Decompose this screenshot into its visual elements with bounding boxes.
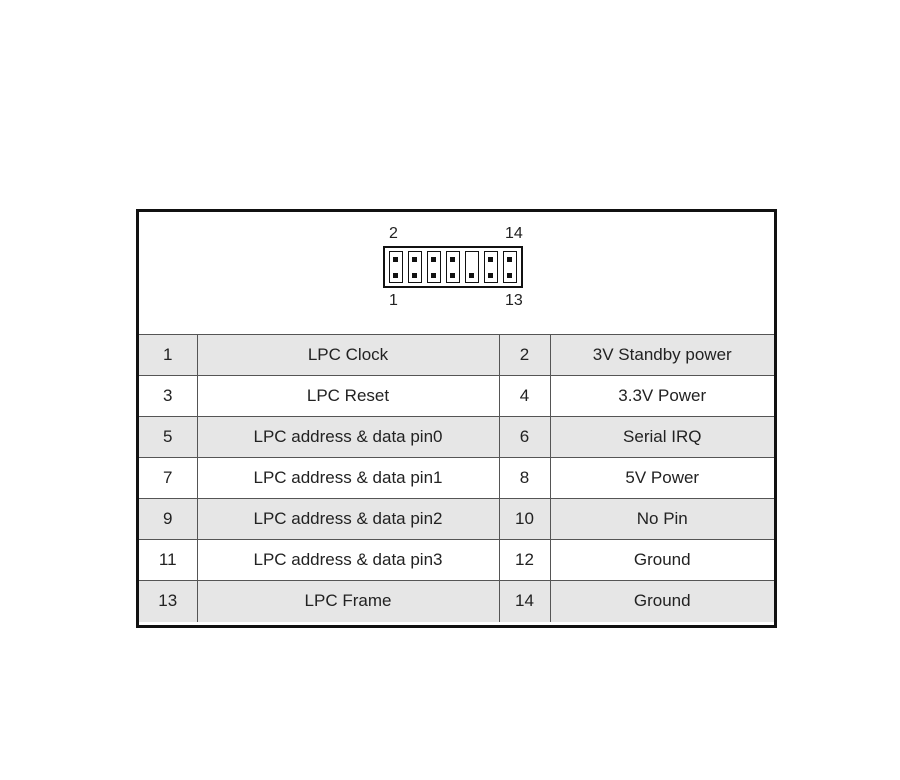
pin-number-cell: 10 xyxy=(499,499,550,540)
pin-14 xyxy=(507,257,512,262)
label-pin-2: 2 xyxy=(389,225,398,242)
signal-cell: LPC address & data pin0 xyxy=(197,417,499,458)
connector-header xyxy=(383,246,523,288)
pin-slot xyxy=(389,251,403,283)
signal-cell: LPC Reset xyxy=(197,376,499,417)
pin-number-cell: 3 xyxy=(139,376,197,417)
signal-cell: LPC address & data pin3 xyxy=(197,540,499,581)
pin-number-cell: 7 xyxy=(139,458,197,499)
label-pin-13: 13 xyxy=(505,292,523,309)
pin-number-cell: 14 xyxy=(499,581,550,622)
pin-slot xyxy=(427,251,441,283)
table-row xyxy=(139,499,774,540)
signal-cell: LPC Frame xyxy=(197,581,499,622)
pin-7 xyxy=(450,273,455,278)
pin-6 xyxy=(431,257,436,262)
pin-9 xyxy=(469,273,474,278)
pin-2 xyxy=(393,257,398,262)
pin-number-cell: 11 xyxy=(139,540,197,581)
signal-cell: LPC address & data pin2 xyxy=(197,499,499,540)
pin-slot xyxy=(484,251,498,283)
pin-slot xyxy=(446,251,460,283)
pin-number-cell: 5 xyxy=(139,417,197,458)
pin-8 xyxy=(450,257,455,262)
pin-number-cell: 9 xyxy=(139,499,197,540)
pin-5 xyxy=(431,273,436,278)
signal-cell: 3.3V Power xyxy=(550,376,774,417)
pin-number-cell: 2 xyxy=(499,335,550,376)
signal-cell: LPC address & data pin1 xyxy=(197,458,499,499)
pin-3 xyxy=(412,273,417,278)
pin-number-cell: 4 xyxy=(499,376,550,417)
label-pin-1: 1 xyxy=(389,292,398,309)
pin-13 xyxy=(507,273,512,278)
pinout-table xyxy=(139,334,774,622)
pinout-panel xyxy=(136,209,777,628)
pin-number-cell: 6 xyxy=(499,417,550,458)
pin-slot xyxy=(408,251,422,283)
pin-number-cell: 1 xyxy=(139,335,197,376)
table-row xyxy=(139,581,774,622)
label-pin-14: 14 xyxy=(505,225,523,242)
pin-number-cell: 8 xyxy=(499,458,550,499)
table-row xyxy=(139,458,774,499)
signal-cell: 3V Standby power xyxy=(550,335,774,376)
table-row xyxy=(139,417,774,458)
signal-cell: Serial IRQ xyxy=(550,417,774,458)
signal-cell: Ground xyxy=(550,540,774,581)
pin-slot xyxy=(465,251,479,283)
table-row xyxy=(139,540,774,581)
pin-11 xyxy=(488,273,493,278)
pin-slot xyxy=(503,251,517,283)
signal-cell: 5V Power xyxy=(550,458,774,499)
signal-cell: Ground xyxy=(550,581,774,622)
pin-4 xyxy=(412,257,417,262)
table-row xyxy=(139,376,774,417)
pin-number-cell: 12 xyxy=(499,540,550,581)
pin-12 xyxy=(488,257,493,262)
signal-cell: LPC Clock xyxy=(197,335,499,376)
table-row xyxy=(139,335,774,376)
pin-1 xyxy=(393,273,398,278)
header-diagram xyxy=(139,212,774,334)
pin-number-cell: 13 xyxy=(139,581,197,622)
signal-cell: No Pin xyxy=(550,499,774,540)
